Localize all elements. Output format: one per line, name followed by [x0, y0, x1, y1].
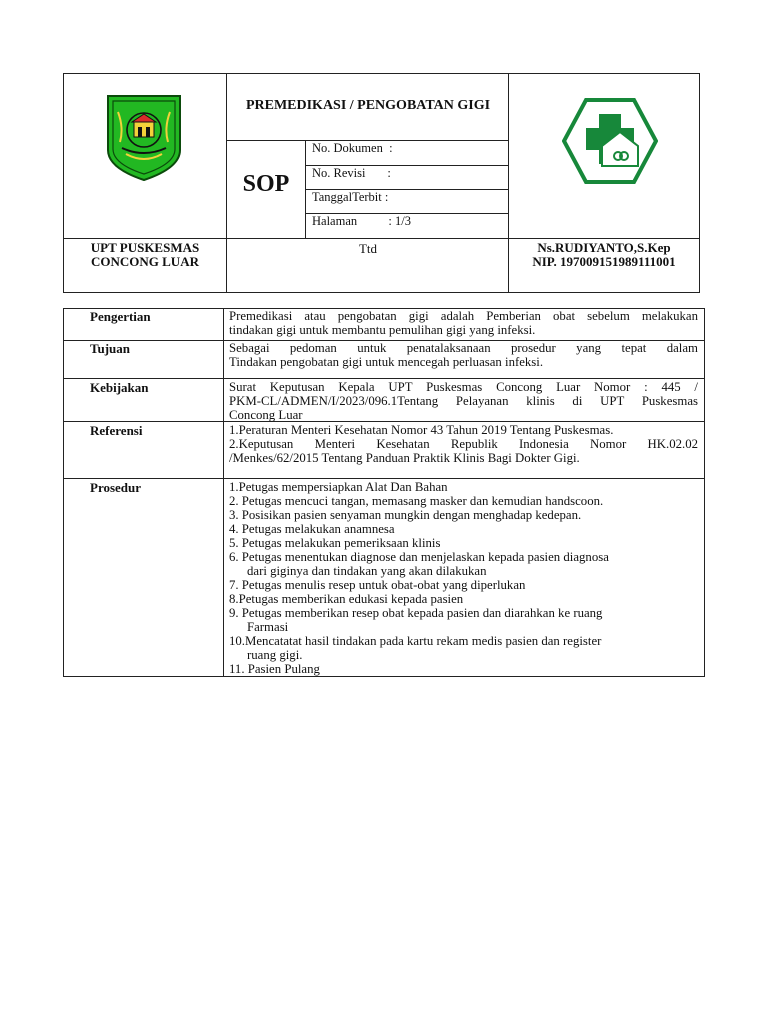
- prosedur-steps: [229, 480, 698, 676]
- list-item: 8.Petugas memberikan edukasi kepada pasien: [229, 592, 464, 606]
- text-line: Concong Luar: [229, 408, 303, 422]
- no-dokumen-field: No. Dokumen :: [312, 141, 393, 155]
- text-line: Premedikasi atau pengobatan gigi adalah Pemberian obat sebelum melakukan: [229, 309, 698, 323]
- list-item: dari giginya dan tindakan yang akan dilakukan: [247, 564, 487, 578]
- list-item: ruang gigi.: [247, 648, 303, 662]
- list-item: 7. Petugas menulis resep untuk obat-obat yang diperlukan: [229, 578, 526, 592]
- document-title: PREMEDIKASI / PENGOBATAN GIGI: [245, 98, 491, 113]
- list-item: 4. Petugas melakukan anamnesa: [229, 522, 395, 536]
- organization-name: [64, 241, 226, 269]
- text-line: PKM-CL/ADMEN/I/2023/096.1Tentang Pelayanan klinis di UPT Puskesmas: [229, 394, 698, 408]
- header-divider: [63, 238, 700, 239]
- list-item: 11. Pasien Pulang: [229, 662, 320, 676]
- referensi-content: [229, 423, 698, 465]
- list-item: 5. Petugas melakukan pemeriksaan klinis: [229, 536, 441, 550]
- text-line: 2.Keputusan Menteri Kesehatan Republik Indonesia Nomor HK.02.02: [229, 437, 698, 451]
- list-item: 6. Petugas menentukan diagnose dan menjelaskan kepada pasien diagnosa: [229, 550, 609, 564]
- org-line-2: CONCONG LUAR: [91, 254, 199, 269]
- text-line: Sebagai pedoman untuk penatalaksanaan prosedur yang tepat dalam: [229, 341, 698, 355]
- list-item: 1.Petugas mempersiapkan Alat Dan Bahan: [229, 480, 448, 494]
- text-line: Surat Keputusan Kepala UPT Puskesmas Concong Luar Nomor : 445 /: [229, 380, 698, 394]
- puskesmas-cross-house-icon: [562, 98, 658, 184]
- pengertian-content: [229, 309, 698, 337]
- prosedur-label: Prosedur: [90, 480, 142, 495]
- tujuan-label: Tujuan: [90, 341, 130, 356]
- org-line-1: UPT PUSKESMAS: [90, 240, 200, 255]
- pengertian-label: Pengertian: [90, 309, 151, 324]
- text-line: /Menkes/62/2015 Tentang Panduan Praktik Klinis Bagi Dokter Gigi.: [229, 451, 580, 465]
- body-divider: [63, 378, 705, 379]
- kebijakan-label: Kebijakan: [90, 380, 149, 395]
- halaman-field: Halaman : 1/3: [312, 214, 411, 228]
- tujuan-content: [229, 341, 698, 369]
- signatory: [509, 241, 699, 269]
- sop-label: SOP: [242, 171, 290, 197]
- body-divider: [223, 308, 224, 677]
- signature-ttd: Ttd: [358, 241, 378, 256]
- text-line: 1.Peraturan Menteri Kesehatan Nomor 43 Tahun 2019 Tentang Puskesmas.: [229, 423, 614, 437]
- text-line: tindakan gigi untuk membantu pemulihan gigi yang infeksi.: [229, 323, 536, 337]
- list-item: 9. Petugas memberikan resep obat kepada pasien dan diarahkan ke ruang: [229, 606, 603, 620]
- kebijakan-content: [229, 380, 698, 422]
- signatory-nip: NIP. 197009151989111001: [532, 254, 676, 269]
- list-item: 3. Posisikan pasien senyaman mungkin dengan menghadap kedepan.: [229, 508, 582, 522]
- no-revisi-field: No. Revisi :: [312, 166, 391, 180]
- list-item: 10.Mencatatat hasil tindakan pada kartu rekam medis pasien dan register: [229, 634, 602, 648]
- list-item: 2. Petugas mencuci tangan, memasang masker dan kemudian handscoon.: [229, 494, 604, 508]
- signatory-name: Ns.RUDIYANTO,S.Kep: [537, 240, 671, 255]
- list-item: Farmasi: [247, 620, 289, 634]
- tanggal-terbit-field: TanggalTerbit :: [312, 190, 389, 204]
- referensi-label: Referensi: [90, 423, 143, 438]
- regional-emblem-icon: [104, 92, 184, 182]
- body-divider: [63, 478, 705, 479]
- text-line: Tindakan pengobatan gigi untuk mencegah perluasan infeksi.: [229, 355, 544, 369]
